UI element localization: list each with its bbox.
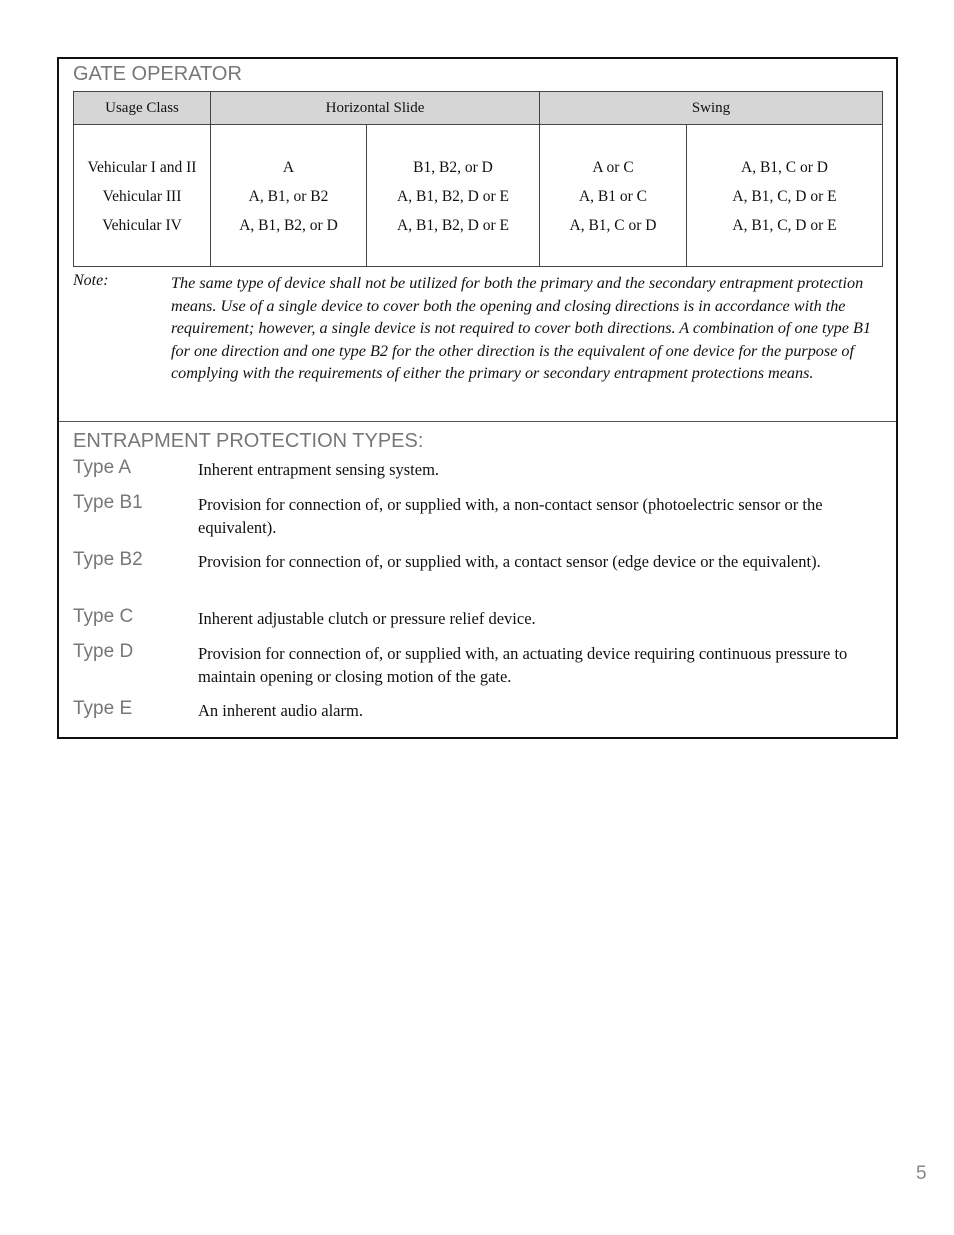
type-e-description: An inherent audio alarm.: [198, 701, 363, 720]
table-cell: A, B1, C or D: [741, 159, 828, 176]
column-swing-primary: [540, 125, 687, 267]
section-divider: [59, 421, 896, 422]
type-e-label: Type E: [73, 698, 133, 719]
table-cell: A, B1 or C: [578, 188, 648, 205]
column-usage-class: [74, 125, 211, 267]
table-header-row: [74, 92, 883, 125]
gate-operator-title: GATE OPERATOR: [73, 63, 242, 85]
table-cell: B1, B2, or D: [413, 159, 493, 176]
type-a-description: Inherent entrapment sensing system.: [198, 460, 440, 479]
table-cell: A: [282, 159, 295, 176]
type-b2-description: Provision for connection of, or supplied with, a contact sensor (edge device or the equivalent).: [198, 552, 821, 571]
header-horizontal-slide: Horizontal Slide: [211, 92, 540, 125]
gate-operator-box: [57, 57, 898, 739]
table-cell: A, B1, C or D: [569, 217, 657, 234]
type-b1-description: Provision for connection of, or supplied with, a non-contact sensor (photoelectric sensor or the equivalent).: [198, 495, 823, 537]
table-cell: A, B1, or B2: [248, 188, 329, 205]
type-d-description: Provision for connection of, or supplied with, an actuating device requiring continuous pressure to maintain opening or closing motion of the gate.: [198, 644, 848, 686]
type-a-label: Type A: [73, 457, 132, 478]
type-c-label: Type C: [73, 606, 134, 627]
table-cell: Vehicular I and II: [87, 159, 197, 176]
type-d-label: Type D: [73, 641, 134, 662]
note-text: The same type of device shall not be utilized for both the primary and the secondary entrapment protection means. Use of a single device to cover both the opening and closing directions is in accordance with the requirement; however, a single device is not required to cover both directions. A combination of one type B1 for one direction and one type B2 for the other direction is the equivalent of one device for the purpose of complying with the requirements of either the primary or secondary entrapment protections means.: [171, 274, 871, 382]
protection-types-title: ENTRAPMENT PROTECTION TYPES:: [73, 430, 424, 452]
column-swing-secondary: [687, 125, 883, 267]
table-cell: A, B1, C, D or E: [732, 217, 837, 234]
column-horizontal-slide-secondary: [367, 125, 540, 267]
note-label: Note:: [73, 272, 109, 289]
table-cell: A, B1, B2, D or E: [397, 188, 509, 205]
table-cell: A, B1, C, D or E: [732, 188, 837, 205]
table-cell: Vehicular III: [102, 188, 182, 205]
gate-operator-table: [73, 91, 883, 267]
table-cell: A or C: [592, 159, 634, 176]
table-cell: A, B1, B2, or D: [239, 217, 338, 234]
table-cell: A, B1, B2, D or E: [397, 217, 509, 234]
table-row: [74, 125, 883, 267]
table-cell: Vehicular IV: [102, 217, 182, 234]
page-number: 5: [916, 1163, 927, 1184]
header-usage-class: Usage Class: [74, 92, 211, 125]
type-c-description: Inherent adjustable clutch or pressure relief device.: [198, 609, 536, 628]
column-horizontal-slide-primary: [211, 125, 367, 267]
header-swing: Swing: [540, 92, 883, 125]
type-b1-label: Type B1: [73, 492, 143, 513]
type-b2-label: Type B2: [73, 549, 143, 570]
